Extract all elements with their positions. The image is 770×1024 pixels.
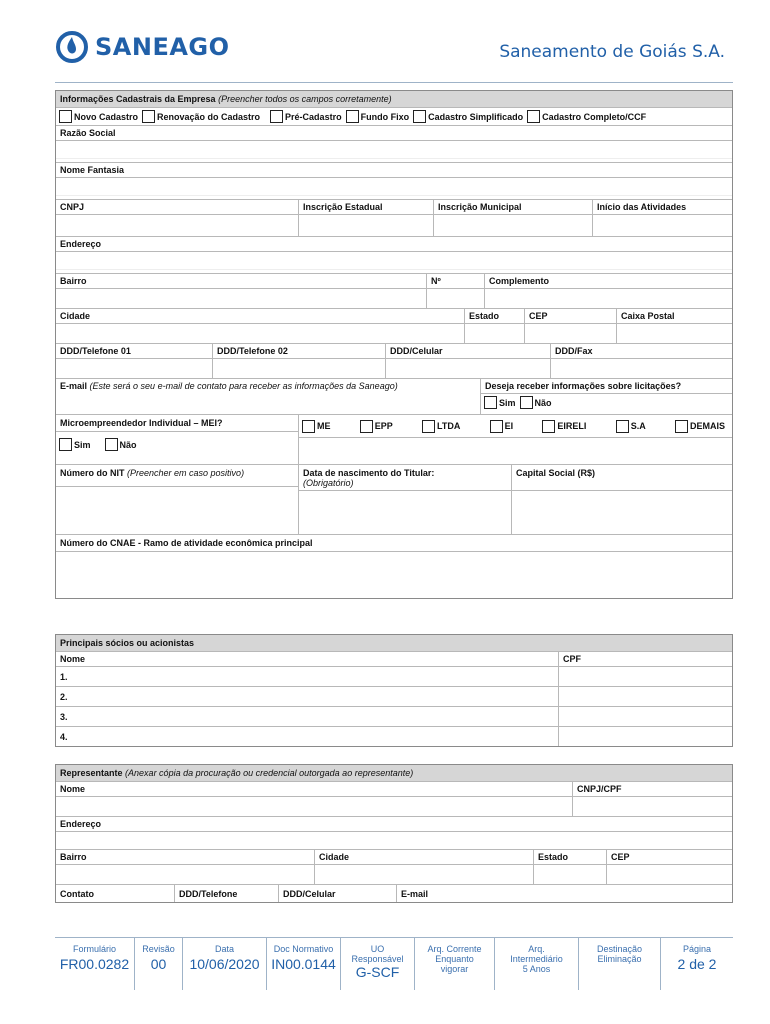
checkbox-demais[interactable] [675, 420, 688, 433]
table-row [56, 666, 732, 686]
razao-social-label: Razão Social [60, 128, 116, 138]
footer-uo-responsavel: UO Responsável G-SCF [341, 938, 415, 990]
partner-cpf-field[interactable] [558, 687, 732, 706]
cep-field[interactable] [524, 324, 616, 343]
celular-field[interactable] [385, 359, 550, 378]
checkbox-pre-cadastro[interactable] [270, 110, 283, 123]
rep-bairro-label: Bairro [60, 852, 87, 862]
type-option[interactable]: Cadastro Simplificado [413, 110, 523, 123]
rep-estado-label: Estado [533, 850, 606, 864]
rep-cep-label: CEP [606, 850, 732, 864]
nascimento-label: Data de nascimento do Titular: (Obrigatório) [299, 465, 511, 491]
type-option[interactable]: Cadastro Completo/CCF [527, 110, 646, 123]
checkbox-sa[interactable] [616, 420, 629, 433]
inscricao-municipal-field[interactable] [433, 215, 592, 236]
fax-label: DDD/Fax [550, 344, 732, 358]
section-title: Principais sócios ou acionistas [56, 635, 732, 651]
partner-cpf-field[interactable] [558, 707, 732, 726]
rep-cidade-label: Cidade [314, 850, 533, 864]
cnpj-label: CNPJ [60, 202, 85, 212]
company-name: Saneamento de Goiás S.A. [499, 42, 725, 62]
partner-cpf-field[interactable] [558, 667, 732, 686]
checkbox-fundo-fixo[interactable] [346, 110, 359, 123]
complemento-field[interactable] [484, 289, 732, 308]
nit-label: Número do NIT (Preencher em caso positivo) [56, 465, 298, 487]
cnpj-field[interactable] [56, 215, 298, 236]
partner-index[interactable]: 2. [60, 692, 68, 702]
saneago-logo [55, 30, 230, 64]
checkbox-mei-nao[interactable] [105, 438, 118, 451]
email-label: E-mail (Este será o seu e-mail de contato para receber as informações da Saneago) [60, 381, 398, 391]
rep-nome-label: Nome [60, 784, 86, 794]
type-option[interactable]: Renovação do Cadastro [142, 110, 260, 123]
cnae-label: Número do CNAE - Ramo de atividade econômica principal [56, 535, 732, 552]
checkbox-eireli[interactable] [542, 420, 555, 433]
registration-type-row [56, 107, 732, 125]
checkbox-ltda[interactable] [422, 420, 435, 433]
header-divider [55, 82, 733, 83]
section-title: Informações Cadastrais da Empresa (Preencher todos os campos corretamente) [56, 91, 732, 107]
cidade-field[interactable] [56, 324, 464, 343]
checkbox-licitacoes-sim[interactable] [484, 396, 497, 409]
partner-index[interactable]: 3. [60, 712, 68, 722]
checkbox-epp[interactable] [360, 420, 373, 433]
nome-label: Nome [60, 654, 86, 664]
representative-section [55, 764, 733, 903]
estado-field[interactable] [464, 324, 524, 343]
telefone2-label: DDD/Telefone 02 [212, 344, 385, 358]
fax-field[interactable] [550, 359, 732, 378]
bairro-label: Bairro [60, 276, 87, 286]
table-row [56, 686, 732, 706]
checkbox-mei-sim[interactable] [59, 438, 72, 451]
cidade-label: Cidade [60, 311, 91, 321]
rep-endereco-field[interactable] [56, 831, 732, 849]
footer-formulario: Formulário FR00.0282 [55, 938, 135, 990]
table-row [56, 726, 732, 746]
capital-social-label: Capital Social (R$) [512, 465, 732, 491]
logo-text: SANEAGO [95, 33, 230, 61]
rep-celular-label: DDD/Celular [278, 885, 396, 902]
nome-fantasia-field[interactable] [56, 177, 732, 195]
endereco-label: Endereço [60, 239, 102, 249]
table-row [56, 706, 732, 726]
checkbox-me[interactable] [302, 420, 315, 433]
footer-arq-intermediario: Arq. Intermediário 5 Anos [495, 938, 579, 990]
rep-estado-field[interactable] [533, 865, 606, 884]
type-option[interactable]: Novo Cadastro [59, 110, 138, 123]
complemento-label: Complemento [484, 274, 732, 288]
cpf-label: CPF [558, 652, 732, 666]
footer-destinacao: Destinação Eliminação [579, 938, 661, 990]
section-title: Representante (Anexar cópia da procuração ou credencial outorgada ao representante) [56, 765, 732, 781]
checkbox-novo-cadastro[interactable] [59, 110, 72, 123]
checkbox-ei[interactable] [490, 420, 503, 433]
rep-cnpj-cpf-field[interactable] [572, 797, 732, 816]
razao-social-field[interactable] [56, 140, 732, 158]
rep-email-label: E-mail [396, 885, 732, 902]
partner-index[interactable]: 1. [60, 672, 68, 682]
checkbox-cadastro-simplificado[interactable] [413, 110, 426, 123]
footer-pagina: Página 2 de 2 [677, 944, 717, 972]
checkbox-renovacao[interactable] [142, 110, 155, 123]
type-option[interactable]: Pré-Cadastro [270, 110, 342, 123]
caixa-postal-label: Caixa Postal [616, 309, 732, 323]
footer-data: Data 10/06/2020 [183, 938, 267, 990]
company-info-section: Informações Cadastrais da Empresa (Preencher todos os campos corretamente) Novo Cadastro Renovação do Cadastro Pré-Cadastro Fundo Fixo Cadastro Simplificado Cadastro Completo/CCF Razão Social Nome Fantasia CNPJ Inscrição Estadual Inscrição Municipal Início das Atividades Endereço Bairro Nº Complemento Cidade Estado CEP Caixa Postal DDD/Telefone 01 DDD/Telefone 02 DDD/Celular DDD/Fax E-mail (Este será o seu e-mail de contato para receber as informações da Saneago) Deseja receber informações sobre licitações? Sim Não Microempreendedor Individual – MEI? Sim Não ME EPP LTDA EI EIRELI S.A DEMAIS Número do NIT (Preencher em caso positivo) Data de nascimento do Titular: (Obrigatório) Capital Social (R$) Número do CNAE - Ramo de atividade econômica principal [55, 90, 733, 599]
checkbox-licitacoes-nao[interactable] [520, 396, 533, 409]
inscricao-estadual-field[interactable] [298, 215, 433, 236]
celular-label: DDD/Celular [385, 344, 550, 358]
inicio-atividades-label: Início das Atividades [592, 200, 732, 214]
cep-label: CEP [524, 309, 616, 323]
rep-cep-field[interactable] [606, 865, 732, 884]
numero-label: Nº [426, 274, 484, 288]
rep-cidade-field[interactable] [314, 865, 533, 884]
rep-contato-label: Contato [60, 889, 94, 899]
rep-bairro-field[interactable] [56, 865, 314, 884]
estado-label: Estado [464, 309, 524, 323]
endereco-field[interactable] [56, 251, 732, 269]
saneago-drop-icon [55, 30, 89, 64]
telefone1-field[interactable] [56, 359, 212, 378]
inicio-atividades-field[interactable] [592, 215, 732, 236]
telefone1-label: DDD/Telefone 01 [60, 346, 131, 356]
partner-index[interactable]: 4. [60, 732, 68, 742]
telefone2-field[interactable] [212, 359, 385, 378]
licitacoes-label: Deseja receber informações sobre licitações? [481, 379, 732, 394]
inscricao-municipal-label: Inscrição Municipal [433, 200, 592, 214]
rep-cnpj-cpf-label: CNPJ/CPF [572, 782, 732, 796]
footer-arq-corrente: Arq. Corrente Enquanto vigorar [415, 938, 495, 990]
rep-telefone-label: DDD/Telefone [174, 885, 278, 902]
partner-cpf-field[interactable] [558, 727, 732, 746]
footer-revisao: Revisão 00 [135, 938, 183, 990]
rep-nome-field[interactable] [56, 797, 572, 816]
numero-field[interactable] [426, 289, 484, 308]
rep-endereco-label: Endereço [60, 819, 102, 829]
nome-fantasia-label: Nome Fantasia [60, 165, 125, 175]
type-option[interactable]: Fundo Fixo [346, 110, 410, 123]
inscricao-estadual-label: Inscrição Estadual [298, 200, 433, 214]
checkbox-cadastro-completo[interactable] [527, 110, 540, 123]
caixa-postal-field[interactable] [616, 324, 732, 343]
partners-section [55, 634, 733, 747]
document-footer [55, 937, 733, 990]
mei-label: Microempreendedor Individual – MEI? [56, 415, 298, 432]
footer-doc-normativo: Doc Normativo IN00.0144 [267, 938, 341, 990]
bairro-field[interactable] [56, 289, 426, 308]
